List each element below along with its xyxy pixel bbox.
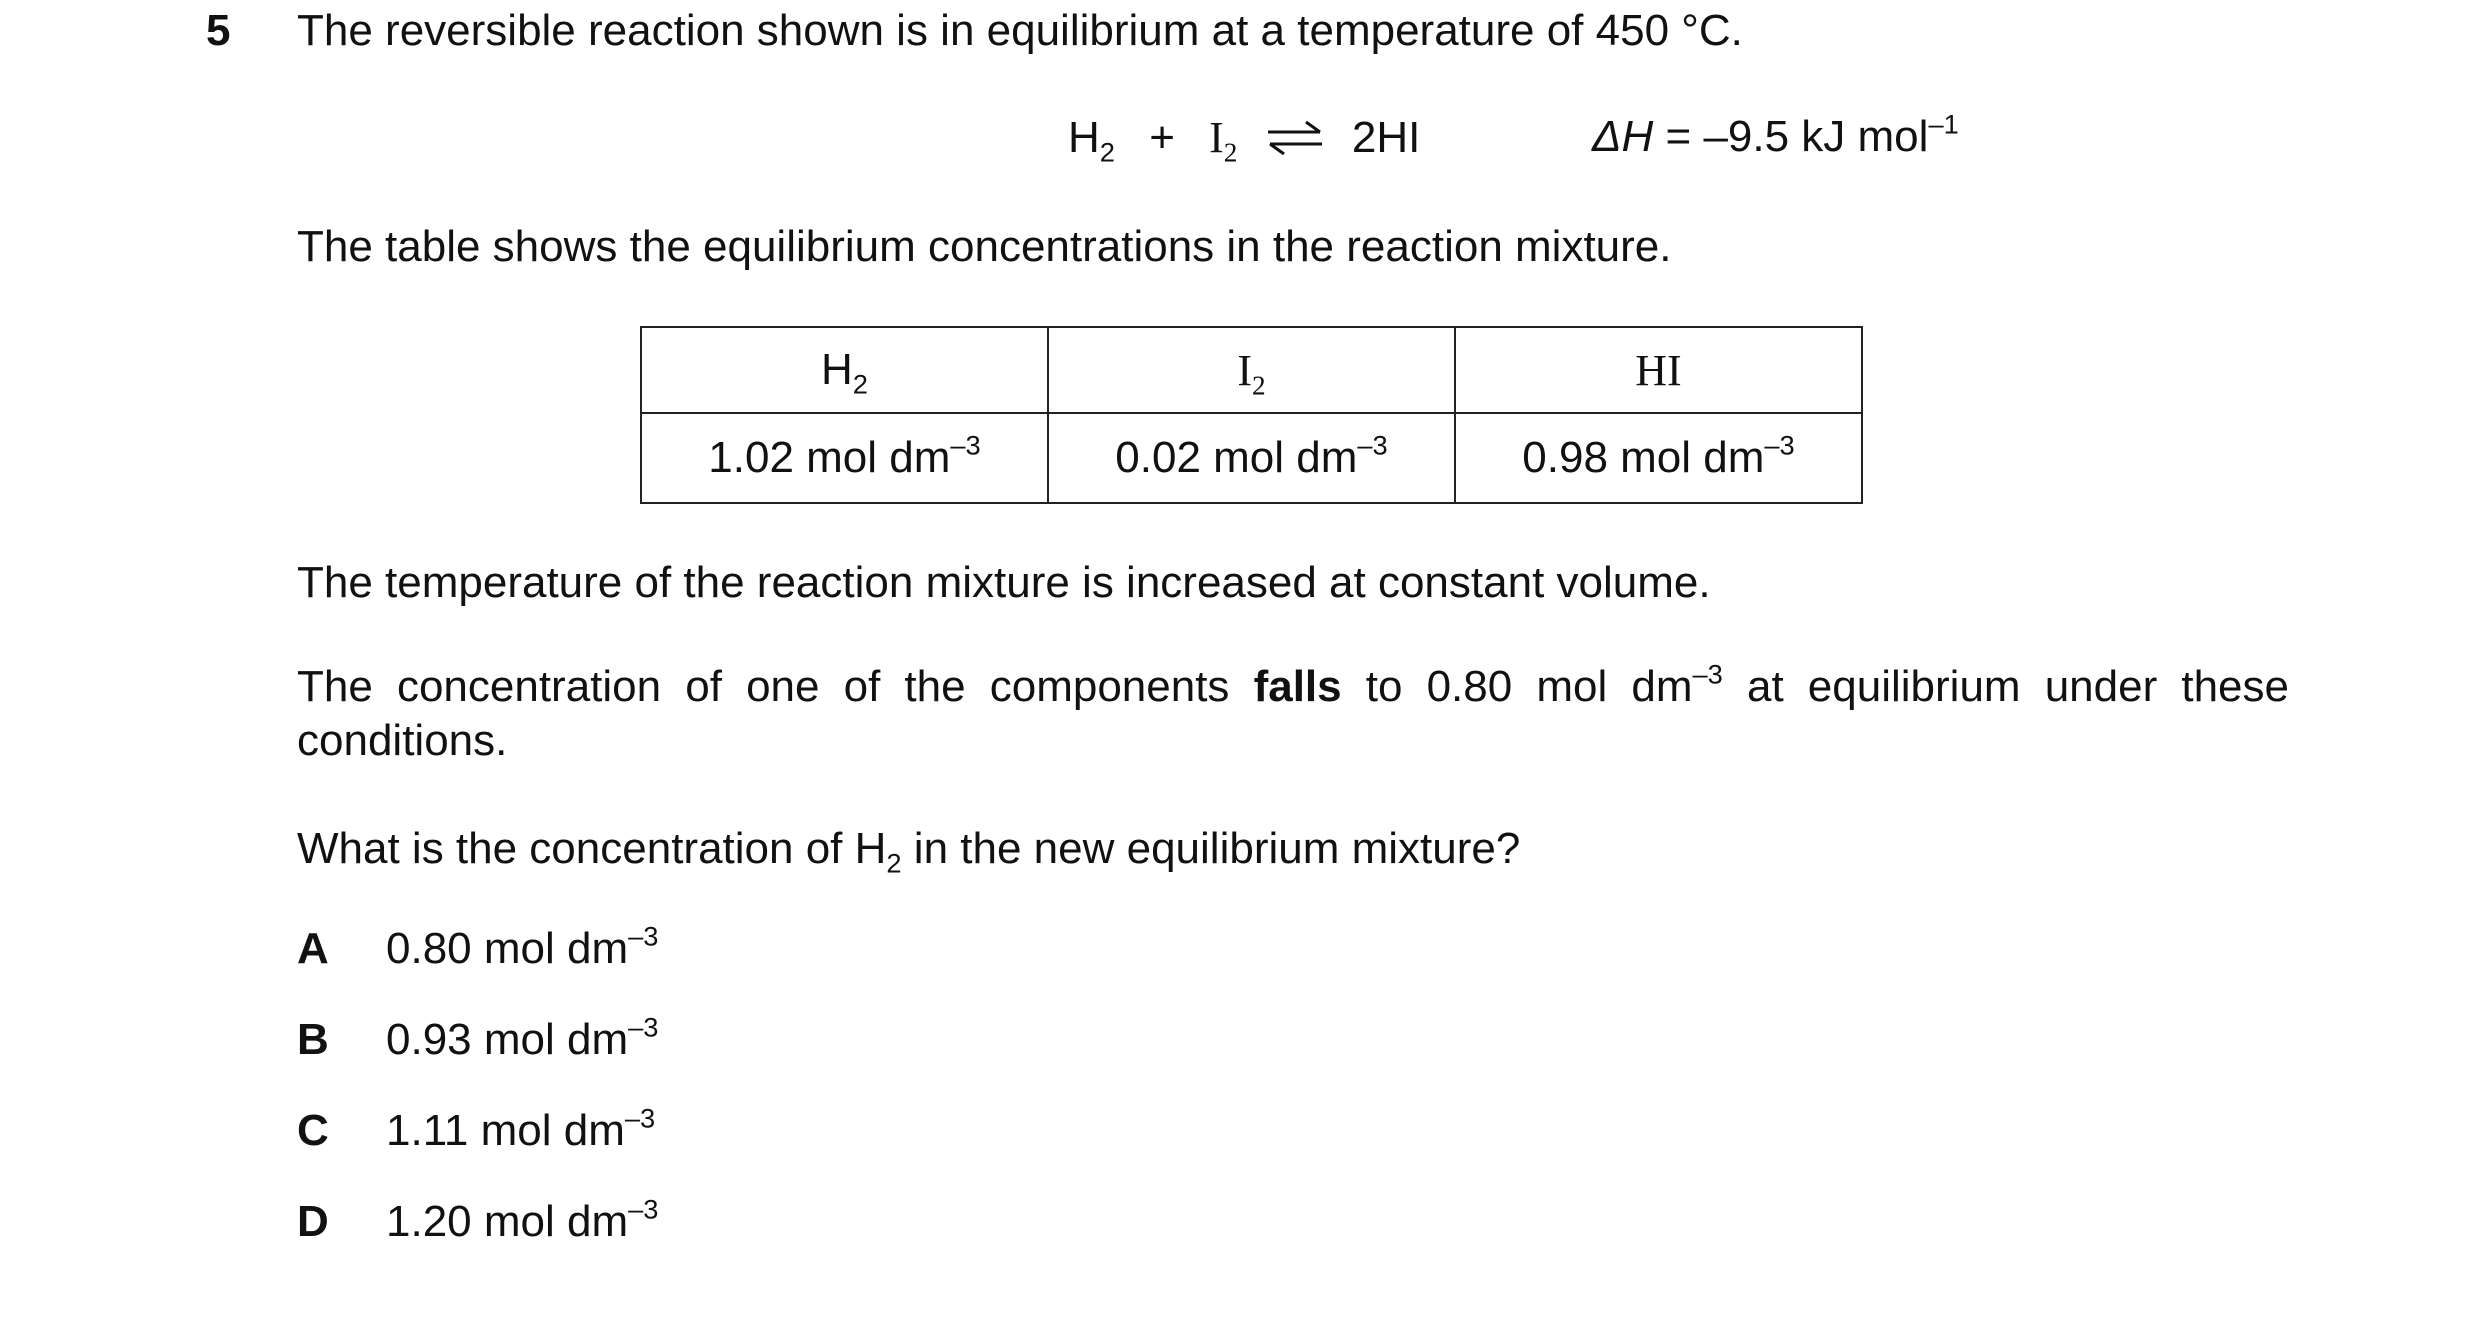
option-c-value: 1.11 mol $dm^{-3}$ <box>386 1102 656 1155</box>
option-b-letter: B <box>297 1015 329 1064</box>
header-h2: $H_2$ <box>641 327 1048 413</box>
equilibrium-arrow-icon <box>1264 118 1326 158</box>
temperature-statement: The temperature of the reaction mixture is increased at constant volume. <box>297 558 1711 607</box>
table-intro: The table shows the equilibrium concentrations in the reaction mixture. <box>297 222 1672 271</box>
concentration-statement: The concentration of one of the components falls to 0.80 mol $dm^{-3}$ at equilibrium under these <box>297 658 2289 711</box>
table-header-row <box>641 327 1862 413</box>
option-b-value: 0.93 mol $dm^{-3}$ <box>386 1011 659 1064</box>
option-d-value: 1.20 mol $dm^{-3}$ <box>386 1193 659 1246</box>
value-hi: 0.98 mol $dm^{-3}$ <box>1455 413 1862 503</box>
enthalpy-exponent: –1 <box>1928 108 1959 140</box>
delta-h-symbol: ΔH <box>1592 112 1654 161</box>
question-prompt: What is the concentration of $H_2$ in the new equilibrium mixture? <box>297 824 1521 879</box>
enthalpy-value: = –9.5 kJ mol <box>1653 112 1929 161</box>
option-d-letter: D <box>297 1197 329 1246</box>
enthalpy-change <box>1592 108 1959 162</box>
option-c-letter: C <box>297 1106 329 1155</box>
value-i2: 0.02 mol $dm^{-3}$ <box>1048 413 1455 503</box>
reaction-equation <box>1068 112 1421 168</box>
header-hi: HI <box>1455 327 1862 413</box>
question-intro: The reversible reaction shown is in equilibrium at a temperature of 450 °C. <box>297 6 1743 55</box>
concentration-statement-line2: conditions. <box>297 716 508 765</box>
question-number: 5 <box>206 6 231 55</box>
reactant-h2: $H_2$ <box>1068 113 1115 168</box>
emphasis-falls: falls <box>1253 662 1342 711</box>
product-hi: 2HI <box>1351 113 1421 162</box>
concentration-table <box>640 326 1863 504</box>
value-h2: 1.02 mol $dm^{-3}$ <box>641 413 1048 503</box>
option-a-letter: A <box>297 924 329 973</box>
option-a-value: 0.80 mol $dm^{-3}$ <box>386 920 659 973</box>
reactant-i2: $I_2$ <box>1209 113 1238 168</box>
header-i2: $I_2$ <box>1048 327 1455 413</box>
table-value-row <box>641 413 1862 503</box>
plus-sign: + <box>1149 113 1175 162</box>
